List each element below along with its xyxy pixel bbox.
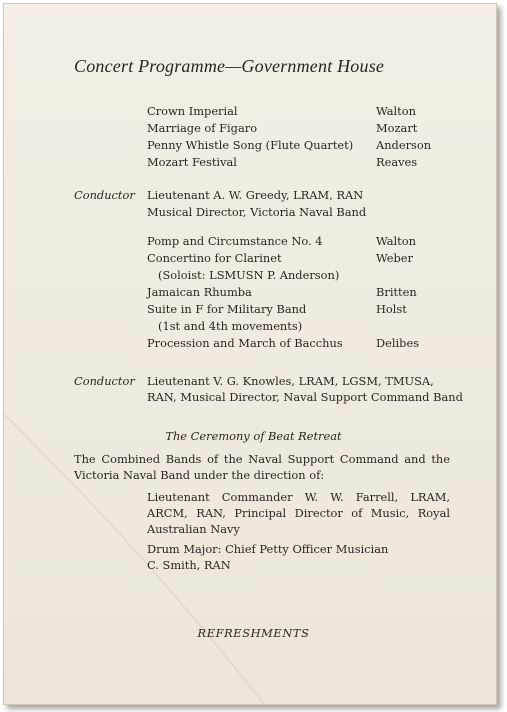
program-composer: Walton [376,234,416,248]
program-composer: Britten [376,285,417,299]
program-piece: Crown Imperial [147,104,238,118]
conductor-name: Lieutenant V. G. Knowles, LRAM, LGSM, TMUSA, [147,374,434,388]
program-composer: Mozart [376,121,418,135]
conductor-label: Conductor [74,374,135,388]
conductor-label: Conductor [74,188,135,202]
drum-major-name: C. Smith, RAN [147,558,231,572]
program-piece: Procession and March of Bacchus [147,336,343,350]
program-composer: Reaves [376,155,418,169]
program-composer: Anderson [376,138,432,152]
program-piece: Jamaican Rhumba [147,285,252,299]
page-title: Concert Programme—Government House [74,56,385,76]
program-composer: Holst [376,302,407,316]
conductor-role: RAN, Musical Director, Naval Support Command Band [147,390,463,404]
program-piece: Marriage of Figaro [147,121,258,135]
refreshments-heading: REFRESHMENTS [197,626,310,640]
program-piece: Concertino for Clarinet [147,251,282,265]
programme-sheet [3,3,497,705]
program-composer: Delibes [376,336,420,350]
conductor-role: Musical Director, Victoria Naval Band [147,205,367,219]
paper-fold-crease [4,4,496,704]
program-note: (1st and 4th movements) [158,319,303,333]
ceremony-heading: The Ceremony of Beat Retreat [165,429,342,443]
drum-major: Drum Major: Chief Petty Officer Musician [147,542,389,556]
ceremony-director: Lieutenant Commander W. W. Farrell, LRAM, ARCM, RAN, Principal Director of Music, Royal Australian Navy [147,490,450,536]
program-composer: Weber [376,251,413,265]
ceremony-intro: The Combined Bands of the Naval Support Command and the Victoria Naval Band under the direction of: [74,452,450,482]
program-piece: Penny Whistle Song (Flute Quartet) [147,138,354,152]
conductor-name: Lieutenant A. W. Greedy, LRAM, RAN [147,188,364,202]
program-composer: Walton [376,104,416,118]
program-piece: Suite in F for Military Band [147,302,307,316]
program-piece: Pomp and Circumstance No. 4 [147,234,323,248]
program-note: (Soloist: LSMUSN P. Anderson) [158,268,340,282]
program-piece: Mozart Festival [147,155,237,169]
